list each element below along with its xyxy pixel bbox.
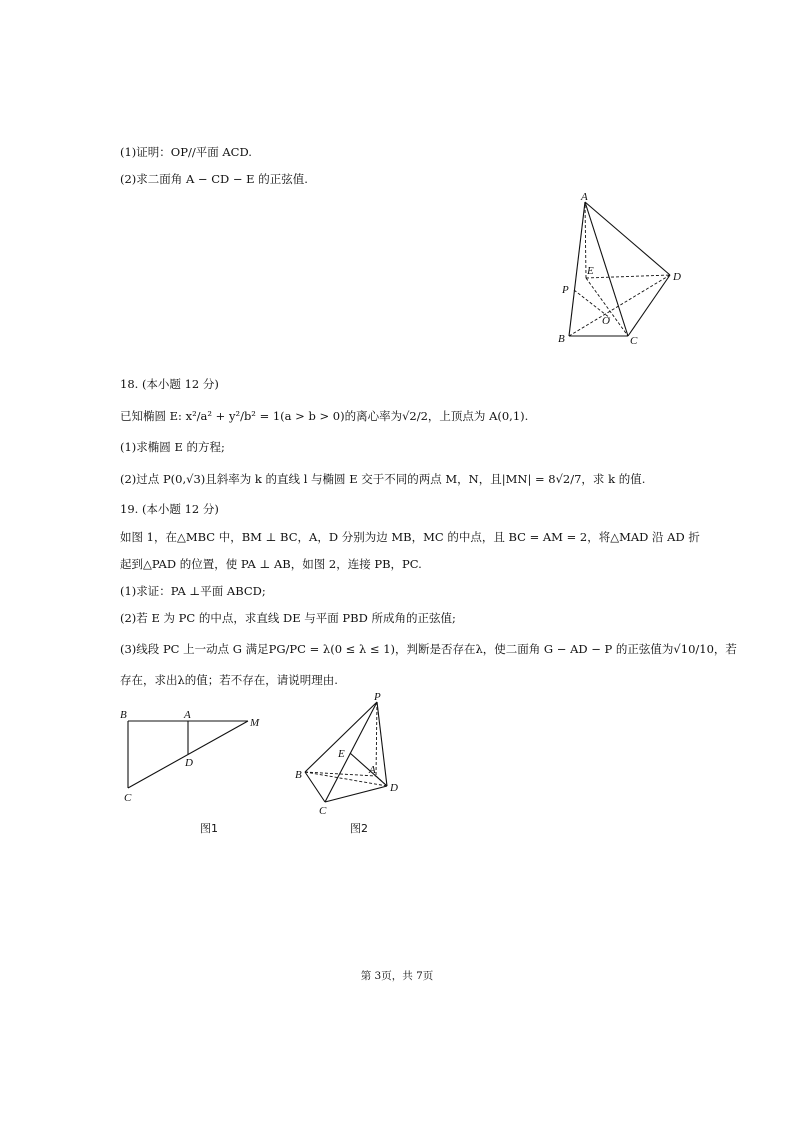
- fig2-label-d: D: [390, 782, 398, 794]
- svg-text:A: A: [581, 191, 588, 203]
- svg-text:E: E: [587, 265, 594, 277]
- figure-1: [118, 706, 268, 846]
- svg-text:D: D: [673, 271, 681, 283]
- figure-2: [290, 690, 420, 840]
- fig1-label-d: D: [185, 757, 193, 769]
- q18-part2: (2)过点 P(0,√3)且斜率为 k 的直线 l 与椭圆 E 交于不同的两点 M，N，且|MN| = 8√2/7，求 k 的值.: [120, 472, 646, 486]
- page-footer: 第 3页，共 7页: [360, 970, 434, 982]
- q18-part1: (1)求椭圆 E 的方程;: [120, 440, 225, 454]
- svg-text:P: P: [562, 284, 569, 296]
- svg-text:O: O: [602, 315, 610, 327]
- q18-stem: 已知椭圆 E: x²/a² + y²/b² = 1(a > b > 0)的离心率为√2/2，上顶点为 A(0,1).: [120, 409, 529, 423]
- figure-1-caption: 图1: [200, 822, 218, 835]
- q19-header: 19. (本小题 12 分): [120, 502, 219, 516]
- fig1-label-m: M: [250, 717, 260, 729]
- q18-header: 18. (本小题 12 分): [120, 377, 219, 391]
- q19-part3-line1: (3)线段 PC 上一动点 G 满足PG/PC = λ(0 ≤ λ ≤ 1)，判断是否存在λ，使二面角 G − AD − P 的正弦值为√10/10，若: [120, 642, 737, 656]
- fig2-label-b: B: [295, 769, 302, 781]
- q19-part1: (1)求证：PA ⊥平面 ABCD;: [120, 584, 266, 598]
- q17-part2: (2)求二面角 A − CD − E 的正弦值.: [120, 172, 308, 186]
- fig2-label-a: A: [369, 764, 376, 776]
- q17-part1: (1)证明：OP//平面 ACD.: [120, 145, 252, 159]
- q19-stem-line1: 如图 1，在△MBC 中，BM ⊥ BC，A，D 分别为边 MB，MC 的中点，且 BC = AM = 2，将△MAD 沿 AD 折: [120, 530, 700, 544]
- svg-text:B: B: [558, 333, 565, 345]
- fig1-label-c: C: [124, 792, 132, 804]
- q19-part2: (2)若 E 为 PC 的中点，求直线 DE 与平面 PBD 所成角的正弦值;: [120, 611, 456, 625]
- fig1-label-a: A: [184, 709, 191, 721]
- q19-part3-line2: 存在，求出λ的值；若不存在，请说明理由.: [120, 673, 338, 687]
- fig2-label-c: C: [319, 805, 327, 817]
- figure-2-caption: 图2: [350, 822, 368, 835]
- svg-text:C: C: [630, 335, 638, 347]
- q19-stem-line2: 起到△PAD 的位置，使 PA ⊥ AB，如图 2，连接 PB，PC.: [120, 557, 422, 571]
- fig2-label-p: P: [374, 691, 381, 703]
- fig2-label-e: E: [338, 748, 345, 760]
- q17-figure: [550, 190, 690, 350]
- fig1-label-b: B: [120, 709, 127, 721]
